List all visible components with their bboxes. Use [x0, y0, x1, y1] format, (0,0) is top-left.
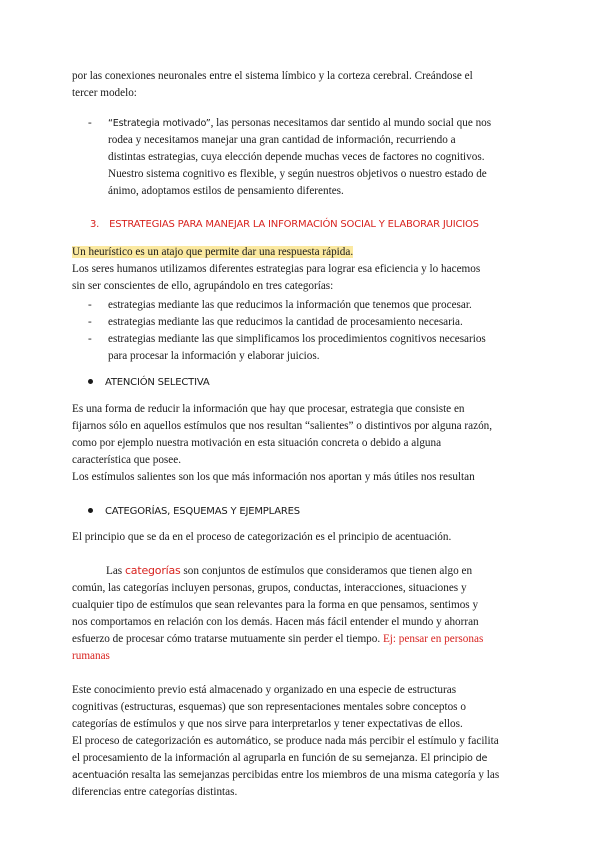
term-semejanza: semejanza	[364, 753, 415, 764]
section-3-heading	[72, 216, 526, 233]
knowledge-text: Este conocimiento previo está almacenado y organizado en una especie de estructuras	[72, 684, 457, 696]
categories-text: común, las categorías incluyen personas, grupos, conductas, interacciones, situaciones y	[72, 582, 467, 594]
document-page	[72, 68, 526, 801]
list-item-text: estrategias mediante las que simplificamos los procedimientos cognitivos necesarios	[108, 333, 486, 345]
attention-line: como por ejemplo nuestra motivación en esta situación concreta o debido a alguna	[72, 437, 442, 449]
categories-paragraph-cont	[72, 580, 526, 665]
list-item-text: estrategias mediante las que reducimos la cantidad de procesamiento necesaria.	[108, 316, 463, 328]
categories-text: esfuerzo de procesar cómo tratarse mutuamente sin perder el tiempo.	[72, 633, 383, 645]
categories-term: categorías	[124, 564, 181, 577]
seres-line: Los seres humanos utilizamos diferentes estrategias para lograr esa eficiencia y lo hacemos	[72, 263, 481, 275]
list-item-text: estrategias mediante las que reducimos la información que tenemos que procesar.	[108, 299, 472, 311]
intro-line: por las conexiones neuronales entre el sistema límbico y la corteza cerebral. Creándose el	[72, 70, 473, 82]
categories-text: son conjuntos de estímulos que consideramos que tienen algo en	[180, 565, 473, 577]
section-number: 3.	[90, 219, 100, 230]
attention-paragraph	[72, 401, 526, 486]
intro-paragraph	[72, 68, 526, 102]
section-title: ESTRATEGIAS PARA MANEJAR LA INFORMACIÓN SOCIAL Y ELABORAR JUICIOS	[109, 219, 479, 230]
list-item	[72, 314, 526, 331]
example-text: rumanas	[72, 650, 110, 662]
heading-text: CATEGORÍAS, ESQUEMAS Y EJEMPLARES	[105, 506, 300, 517]
categories-text: Las	[106, 565, 125, 577]
attention-heading	[72, 374, 526, 391]
bullet-icon	[88, 379, 93, 384]
knowledge-paragraph	[72, 682, 526, 801]
heading-text: ATENCIÓN SELECTIVA	[105, 377, 210, 388]
motivated-text: , las personas necesitamos dar sentido al mundo social que nos	[210, 117, 492, 129]
categories-paragraph	[72, 562, 526, 580]
principle-text: El principio que se da en el proceso de categorización es el principio de acentuación.	[72, 531, 452, 543]
knowledge-text: el procesamiento de la información al agruparla en función de su	[72, 752, 365, 764]
motivated-list	[72, 115, 526, 200]
motivated-term: “Estrategia motivado”	[108, 118, 211, 129]
strategies-list	[72, 297, 526, 365]
dash-marker: -	[88, 299, 92, 311]
motivated-item	[72, 115, 526, 200]
term-principio: principio de	[433, 753, 488, 764]
dash-marker: -	[88, 316, 92, 328]
list-item	[72, 297, 526, 314]
knowledge-text: El proceso de categorización es	[72, 735, 216, 747]
term-acentuacion: acentuación	[72, 770, 129, 781]
highlighted-text: Un heurístico es un atajo que permite dar una respuesta rápida.	[72, 246, 354, 258]
dash-marker: -	[88, 117, 92, 129]
term-automatic: automático	[215, 736, 269, 747]
heuristic-definition	[72, 244, 526, 261]
example-text: Ej: pensar en personas	[382, 633, 484, 645]
bullet-icon	[88, 508, 93, 513]
categories-text: nos comportamos en relación con los demás. Hacen más fácil entender el mundo y ahorran	[72, 616, 479, 628]
knowledge-text: categorías de estímulos y que nos sirve para interpretarlos y tener expectativas de ellos.	[72, 718, 463, 730]
list-item	[72, 331, 526, 365]
attention-line: Los estímulos salientes son los que más información nos aportan y más útiles nos resultan	[72, 471, 475, 483]
motivated-text: rodea y necesitamos manejar una gran cantidad de información, recurriendo a	[108, 134, 456, 146]
knowledge-text: diferencias entre categorías distintas.	[72, 786, 238, 798]
categories-text: cualquier tipo de estímulos que sean relevantes para la forma en que pensamos, sentimos y	[72, 599, 479, 611]
attention-line: Es una forma de reducir la información que hay que procesar, estrategia que consiste en	[72, 403, 465, 415]
motivated-text: distintas estrategias, cuya elección depende muchas veces de factores no cognitivos.	[108, 151, 485, 163]
seres-line: sin ser conscientes de ello, agrupándolo en tres categorías:	[72, 280, 334, 292]
knowledge-text: . El	[414, 752, 434, 764]
knowledge-text: resalta las semejanzas percibidas entre los miembros de una misma categoría y las	[128, 769, 500, 781]
motivated-text: ánimo, adoptamos estilos de pensamiento diferentes.	[108, 185, 344, 197]
principle-paragraph	[72, 529, 526, 546]
attention-line: fijarnos sólo en aquellos estímulos que nos resultan “salientes” o distintivos por alguna razón,	[72, 420, 493, 432]
attention-line: característica que posee.	[72, 454, 182, 466]
knowledge-text: cognitivas (estructuras, esquemas) que son representaciones mentales sobre conceptos o	[72, 701, 466, 713]
motivated-text: Nuestro sistema cognitivo es flexible, y según nuestros objetivos o nuestro estado de	[108, 168, 487, 180]
knowledge-text: , se produce nada más percibir el estímulo y facilita	[268, 735, 499, 747]
categories-heading	[72, 503, 526, 520]
list-item-text: para procesar la información y elaborar juicios.	[108, 350, 320, 362]
seres-paragraph	[72, 261, 526, 295]
dash-marker: -	[88, 333, 92, 345]
intro-line: tercer modelo:	[72, 87, 137, 99]
